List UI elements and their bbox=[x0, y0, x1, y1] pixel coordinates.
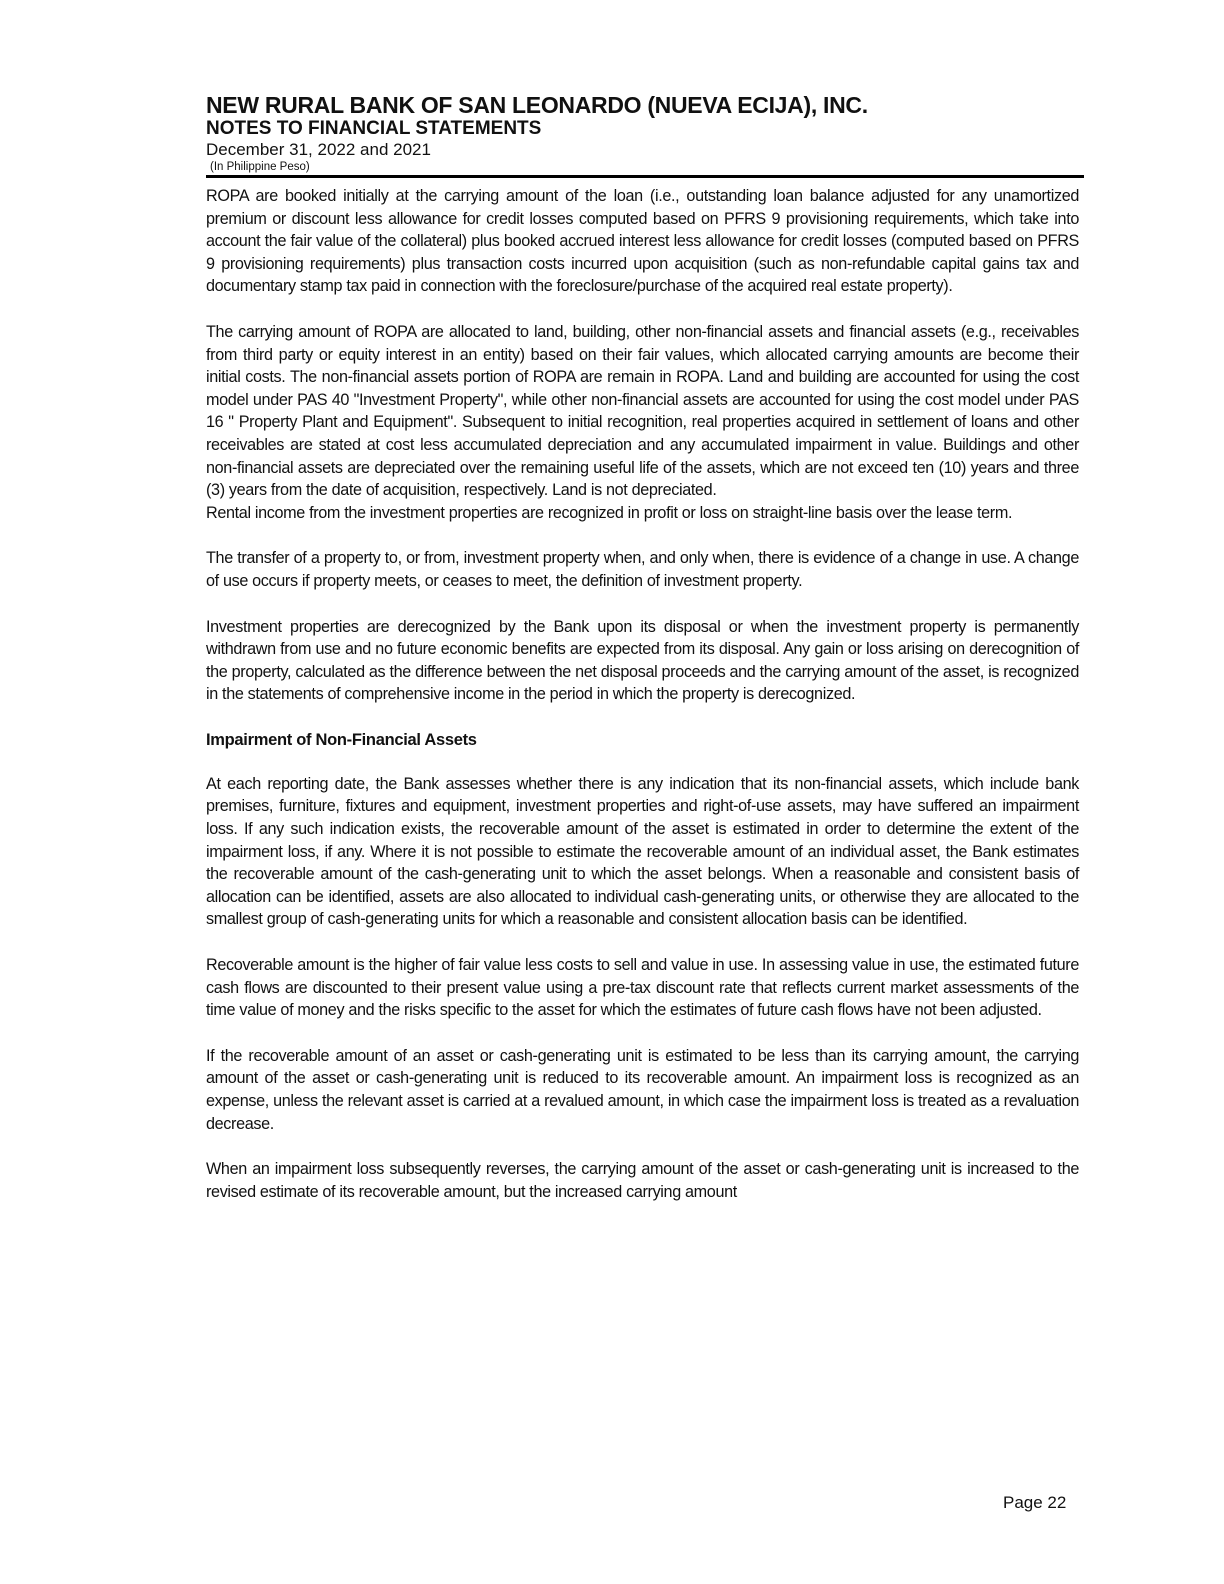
company-name: NEW RURAL BANK OF SAN LEONARDO (NUEVA ECIJA), INC. bbox=[206, 92, 868, 118]
reporting-period: December 31, 2022 and 2021 bbox=[206, 140, 431, 159]
paragraph-rental-income: Rental income from the investment properties are recognized in profit or loss on straight-line basis over the lease term. bbox=[206, 503, 1013, 522]
document-title: NOTES TO FINANCIAL STATEMENTS bbox=[206, 118, 542, 139]
paragraph-derecognition: Investment properties are derecognized by the Bank upon its disposal or when the investment property is permanently withdrawn from use and no future economic benefits are expected from its disposal. Any gain or loss arising on derecognition of the property, calculated as the difference between the net disposal proceeds and the carrying amount of the asset, is recognized in the statements of comprehensive income in the period in which the property is derecognized. bbox=[206, 617, 1079, 704]
paragraph-impairment-reversal: When an impairment loss subsequently reverses, the carrying amount of the asset or cash-generating unit is increased to the revised estimate of its recoverable amount, but the increased carrying amount bbox=[206, 1160, 1079, 1201]
paragraph-ropa-allocation: The carrying amount of ROPA are allocated to land, building, other non-financial assets and financial assets (e.g., receivables from third party or equity interest in an entity) based on their fair values, which allocated carrying amounts are become their initial costs. The non-financial assets portion of ROPA are remain in ROPA. Land and building are accounted for using the cost model under PAS 40 "Investment Property", while other non-financial assets are accounted for using the cost model under PAS 16 " Property Plant and Equipment". Subsequent to initial recognition, real properties acquired in settlement of loans and other receivables are stated at cost less accumulated depreciation and any accumulated impairment in value. Buildings and other non-financial assets are depreciated over the remaining useful life of the assets, which are not exceed ten (10) years and three (3) years from the date of acquisition, respectively. Land is not depreciated. bbox=[206, 322, 1079, 500]
document-body bbox=[206, 185, 1079, 1226]
section-heading-impairment: Impairment of Non-Financial Assets bbox=[206, 730, 477, 749]
page-header bbox=[206, 92, 1084, 178]
paragraph-impairment-assessment: At each reporting date, the Bank assesses whether there is any indication that its non-financial assets, which include bank premises, furniture, fixtures and equipment, investment properties and right-of-use assets, may have suffered an impairment loss. If any such indication exists, the recoverable amount of the asset is estimated in order to determine the extent of the impairment loss, if any. Where it is not possible to estimate the recoverable amount of an individual asset, the Bank estimates the recoverable amount of the cash-generating unit to which the asset belongs. When a reasonable and consistent basis of allocation can be identified, assets are also allocated to individual cash-generating units, or otherwise they are allocated to the smallest group of cash-generating units for which a reasonable and consistent allocation basis can be identified. bbox=[206, 774, 1079, 929]
paragraph-recoverable-amount: Recoverable amount is the higher of fair value less costs to sell and value in use. In assessing value in use, the estimated future cash flows are discounted to their present value using a pre-tax discount rate that reflects current market assessments of the time value of money and the risks specific to the asset for which the estimates of future cash flows have not been adjusted. bbox=[206, 956, 1079, 1020]
paragraph-impairment-loss: If the recoverable amount of an asset or cash-generating unit is estimated to be less than its carrying amount, the carrying amount of the asset or cash-generating unit is reduced to its recoverable amount. An impairment loss is recognized as an expense, unless the relevant asset is carried at a revalued amount, in which case the impairment loss is treated as a revaluation decrease. bbox=[206, 1046, 1079, 1133]
header-divider bbox=[206, 175, 1084, 178]
paragraph-property-transfer: The transfer of a property to, or from, investment property when, and only when, there is evidence of a change in use. A change of use occurs if property meets, or ceases to meet, the definition of investment property. bbox=[206, 549, 1079, 590]
page-number: Page 22 bbox=[1003, 1493, 1067, 1512]
paragraph-ropa-initial-booking: ROPA are booked initially at the carrying amount of the loan (i.e., outstanding loan balance adjusted for any unamortized premium or discount less allowance for credit losses computed based on PFRS 9 provisioning requirements, which take into account the fair value of the collateral) plus booked accrued interest less allowance for credit losses (computed based on PFRS 9 provisioning requirements) plus transaction costs incurred upon acquisition (such as non-refundable capital gains tax and documentary stamp tax paid in connection with the foreclosure/purchase of the acquired real estate property). bbox=[206, 187, 1079, 296]
currency-note: (In Philippine Peso) bbox=[210, 161, 310, 173]
